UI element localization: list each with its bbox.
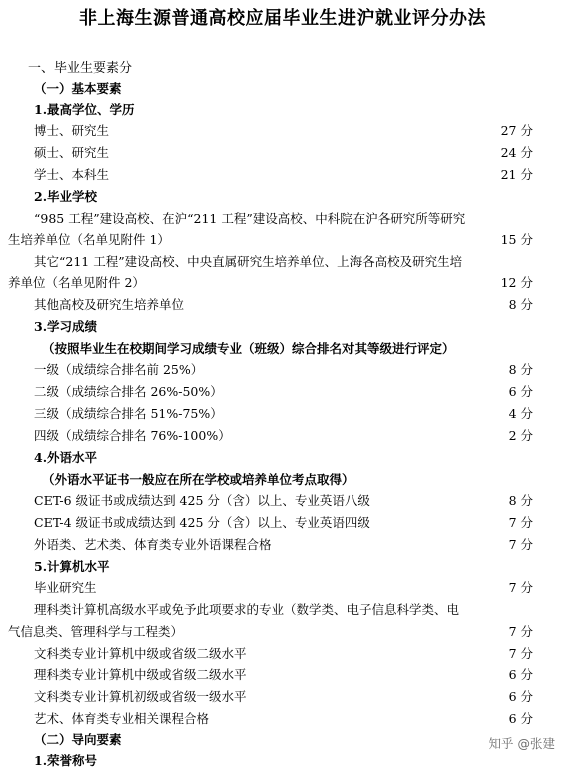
item-text: 四级（成绩综合排名 76%-100%） [34,428,231,443]
item-line [0,336,565,358]
item-line [0,423,565,445]
item-score: 27 分 [500,123,533,138]
item-line [0,227,565,249]
item-line [0,292,565,314]
item-line [0,97,565,119]
item-line [0,554,565,576]
item-text: “985 工程”建设高校、在沪“211 工程”建设高校、中科院在沪各研究所等研究 [34,211,466,226]
item-line [0,118,565,140]
item-line [0,575,565,597]
item-score: 8 分 [508,493,533,508]
item-text: 1.最高学位、学历 [34,102,135,117]
item-text: 外语类、艺术类、体育类专业外语课程合格 [34,537,272,552]
item-score: 7 分 [508,537,533,552]
item-score: 7 分 [508,646,533,661]
item-line [0,641,565,663]
item-line [0,662,565,684]
document-title: 非上海生源普通高校应届毕业生进沪就业评分办法 [79,8,486,29]
item-line [0,379,565,401]
item-text: 2.毕业学校 [34,189,98,204]
item-line [0,140,565,162]
item-text: 3.学习成绩 [34,319,98,334]
item-text: 4.外语水平 [34,450,98,465]
item-line [0,206,565,228]
item-text: 理科类专业计算机中级或省级二级水平 [34,667,247,682]
item-text: 三级（成绩综合排名 51%-75%） [34,406,223,421]
item-text: 理科类计算机高级水平或免予此项要求的专业（数学类、电子信息科学类、电 [34,602,460,617]
item-text: （二）导向要素 [34,732,122,747]
item-score: 15 分 [500,232,533,247]
item-line [0,357,565,379]
item-text: 学士、本科生 [34,167,110,182]
item-line [0,401,565,423]
item-score: 6 分 [508,384,533,399]
item-text: （按照毕业生在校期间学习成绩专业（班级）综合排名对其等级进行评定） [42,341,455,356]
item-line [0,467,565,489]
item-line [0,270,565,292]
item-text: 二级（成绩综合排名 26%-50%） [34,384,223,399]
item-score: 8 分 [508,297,533,312]
item-score: 6 分 [508,689,533,704]
item-text: 5.计算机水平 [34,559,110,574]
item-line [0,706,565,728]
item-text: （外语水平证书一般应在所在学校或培养单位考点取得） [42,472,355,487]
item-line [0,249,565,271]
item-text: 1.荣誉称号 [34,753,98,768]
item-score: 12 分 [500,275,533,290]
item-line [0,510,565,532]
item-score: 21 分 [500,167,533,182]
item-score: 24 分 [500,145,533,160]
item-score: 7 分 [508,624,533,639]
item-line [0,162,565,184]
item-text: 硕士、研究生 [34,145,110,160]
item-line [0,314,565,336]
item-score: 8 分 [508,362,533,377]
item-text: 气信息类、管理科学与工程类） [8,624,184,639]
item-text: 一级（成绩综合排名前 25%） [34,362,204,377]
item-text: 养单位（名单见附件 2） [8,275,145,290]
item-line [0,727,565,749]
item-score: 6 分 [508,667,533,682]
item-line [0,76,565,98]
item-text: 文科类专业计算机初级或省级一级水平 [34,689,247,704]
item-line [0,619,565,641]
item-score: 2 分 [508,428,533,443]
item-text: 其它“211 工程”建设高校、中央直属研究生培养单位、上海各高校及研究生培 [34,254,463,269]
item-line [0,54,565,76]
item-text: （一）基本要素 [34,81,122,96]
item-score: 4 分 [508,406,533,421]
item-text: CET-4 级证书或成绩达到 425 分（含）以上、专业英语四级 [34,515,370,530]
item-text: 其他高校及研究生培养单位 [34,297,185,312]
item-score: 6 分 [508,711,533,726]
item-line [0,445,565,467]
item-text: 文科类专业计算机中级或省级二级水平 [34,646,247,661]
item-score: 7 分 [508,515,533,530]
item-text: 博士、研究生 [34,123,110,138]
item-text: 生培养单位（名单见附件 1） [8,232,170,247]
item-text: 一、毕业生要素分 [28,61,133,76]
item-line [0,597,565,619]
item-text: 毕业研究生 [34,580,97,595]
item-line [0,684,565,706]
item-text: CET-6 级证书或成绩达到 425 分（含）以上、专业英语八级 [34,493,370,508]
item-score: 7 分 [508,580,533,595]
watermark: 知乎 @张建 [488,736,555,751]
item-line [0,488,565,510]
item-line [0,532,565,554]
item-text: 艺术、体育类专业相关课程合格 [34,711,210,726]
item-line [0,184,565,206]
